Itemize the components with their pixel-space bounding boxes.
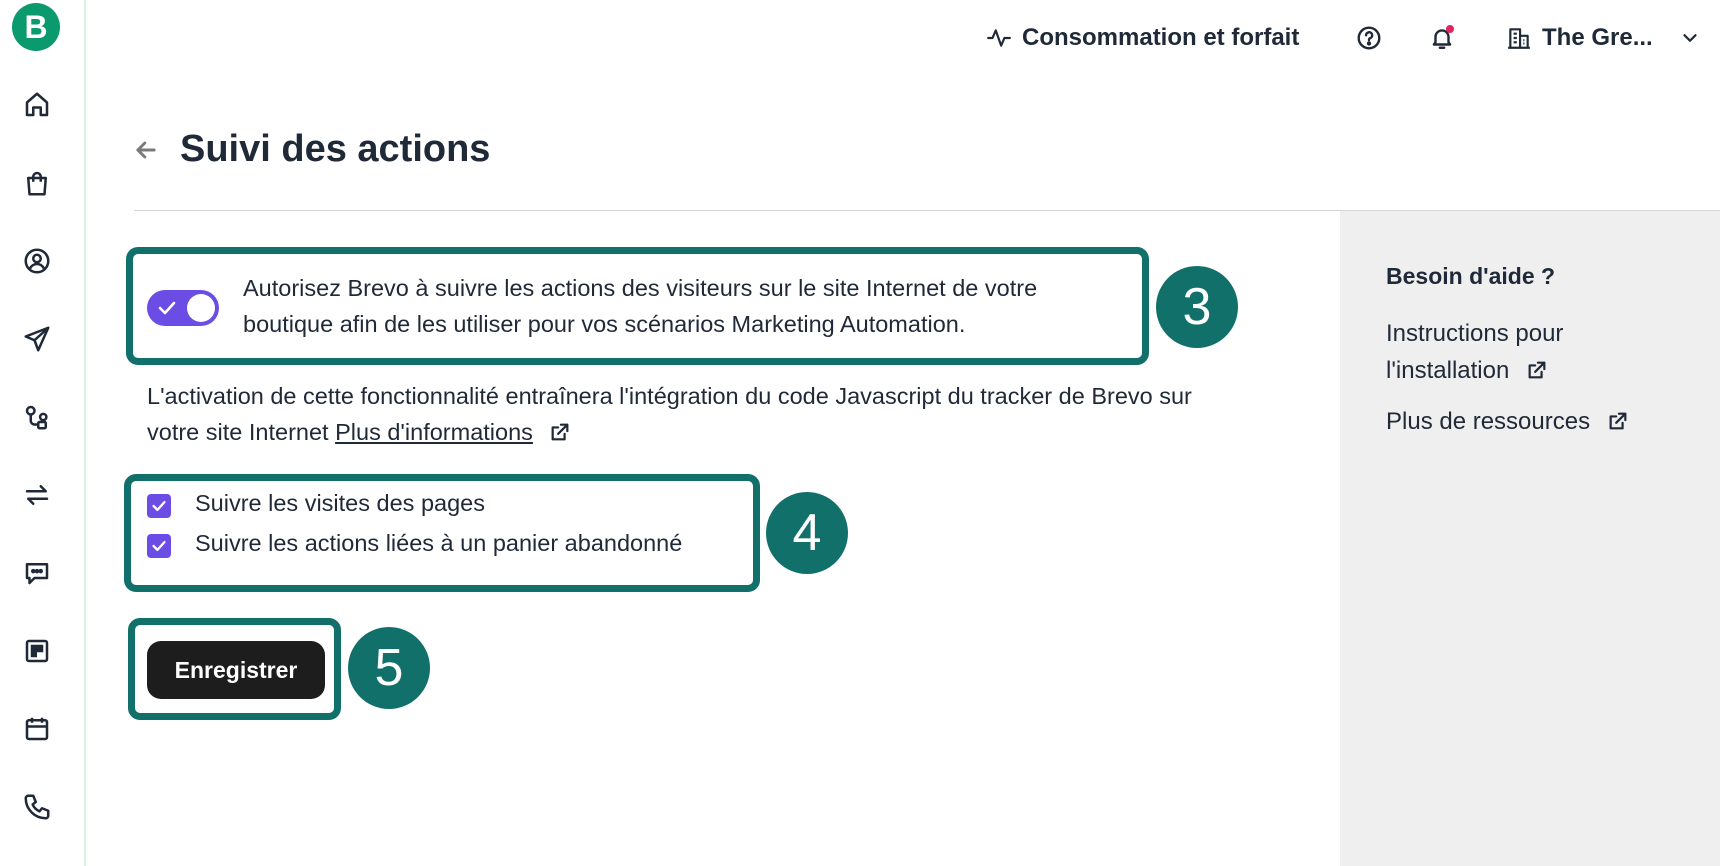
usage-plan-link[interactable] — [986, 20, 1299, 56]
track-page-visits-label[interactable]: Suivre les visites des pages — [195, 490, 485, 516]
sidebar — [0, 0, 86, 866]
help-panel — [1340, 211, 1720, 866]
back-arrow-icon[interactable] — [132, 136, 160, 164]
external-link-icon[interactable] — [549, 421, 571, 443]
more-resources-link[interactable] — [1386, 403, 1629, 440]
step-badge-3: 3 — [1156, 266, 1238, 348]
transactional-icon[interactable] — [16, 474, 58, 516]
more-info-link[interactable]: Plus d'informations — [335, 419, 533, 445]
chevron-down-icon — [1679, 27, 1701, 49]
usage-plan-label: Consommation et forfait — [1022, 24, 1300, 51]
activation-info — [147, 378, 1197, 450]
external-link-icon — [1607, 410, 1629, 432]
install-instructions-line1: Instructions pour — [1386, 320, 1564, 347]
brevo-logo[interactable]: B — [12, 3, 60, 51]
calendar-icon[interactable] — [16, 708, 58, 750]
track-page-visits-checkbox[interactable] — [147, 494, 171, 518]
shopping-bag-icon[interactable] — [16, 162, 58, 204]
help-title: Besoin d'aide ? — [1386, 263, 1556, 289]
building-icon — [1506, 25, 1532, 51]
notification-badge — [1446, 25, 1454, 33]
check-icon — [151, 539, 167, 553]
tracking-toggle[interactable] — [147, 290, 219, 326]
page-title: Suivi des actions — [180, 128, 491, 170]
help-button[interactable] — [1351, 20, 1387, 56]
help-icon — [1356, 25, 1382, 51]
notifications-button[interactable] — [1424, 20, 1460, 56]
home-icon[interactable] — [16, 84, 58, 126]
step-badge-5: 5 — [348, 627, 430, 709]
send-icon[interactable] — [16, 318, 58, 360]
track-abandoned-cart-checkbox[interactable] — [147, 534, 171, 558]
activation-info-text: L'activation de cette fonctionnalité entraînera l'intégration du code Javascript du tracker de Brevo sur votre site Internet — [147, 383, 1192, 445]
install-instructions-link[interactable] — [1386, 315, 1563, 389]
activity-icon — [986, 25, 1012, 51]
tracking-toggle-label: Autorisez Brevo à suivre les actions des visiteurs sur le site Internet de votre boutique afin de les utiliser pour vos scénarios Marketing Automation. — [243, 275, 1038, 337]
account-name: The Gre... — [1542, 24, 1653, 51]
conversations-icon[interactable] — [16, 552, 58, 594]
more-resources-label: Plus de ressources — [1386, 408, 1591, 435]
toggle-knob — [187, 294, 215, 322]
account-menu[interactable] — [1506, 20, 1701, 56]
automation-icon[interactable] — [16, 396, 58, 438]
save-button[interactable]: Enregistrer — [147, 641, 325, 699]
external-link-icon — [1526, 359, 1548, 381]
deals-icon[interactable] — [16, 630, 58, 672]
check-icon — [157, 299, 177, 317]
check-icon — [151, 499, 167, 513]
install-instructions-line2: l'installation — [1386, 357, 1510, 384]
step-badge-4: 4 — [766, 492, 848, 574]
track-abandoned-cart-label[interactable]: Suivre les actions liées à un panier abandonné — [195, 530, 683, 556]
contacts-icon[interactable] — [16, 240, 58, 282]
phone-icon[interactable] — [16, 786, 58, 828]
